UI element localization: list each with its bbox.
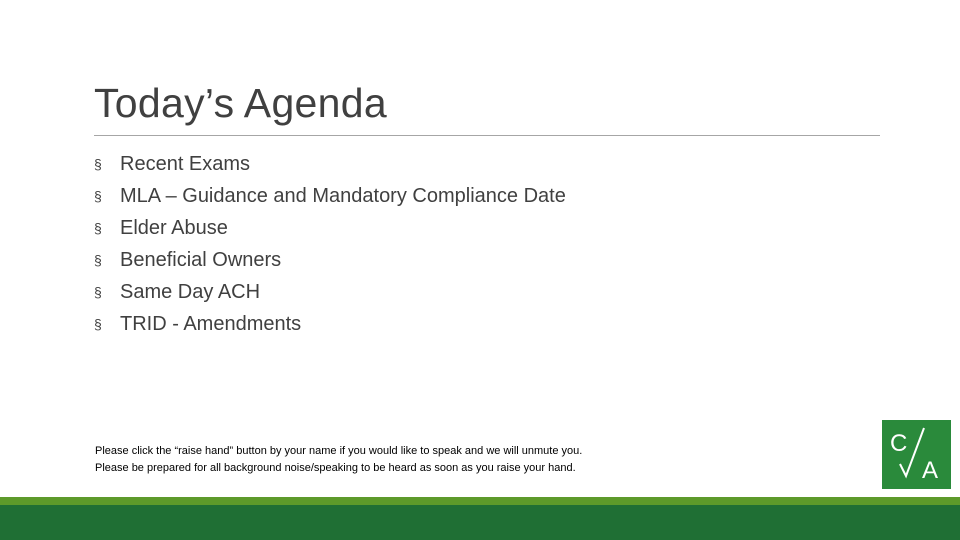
note-line: Please click the “raise hand” button by your name if you would like to speak and we will unmute you. bbox=[95, 445, 583, 457]
agenda-item bbox=[94, 308, 566, 340]
slide-title: Today’s Agenda bbox=[94, 80, 387, 126]
agenda-item-label: Elder Abuse bbox=[120, 216, 228, 239]
raise-hand-note bbox=[95, 443, 582, 477]
footer-band-accent bbox=[0, 497, 960, 505]
agenda-item-label: TRID - Amendments bbox=[120, 312, 302, 335]
logo-letter-top: C bbox=[890, 430, 908, 457]
logo-mark-icon bbox=[882, 420, 951, 489]
agenda-item-label: Same Day ACH bbox=[120, 280, 261, 303]
agenda-item-label: MLA – Guidance and Mandatory Compliance Date bbox=[120, 184, 566, 207]
company-logo bbox=[882, 420, 951, 489]
agenda-item bbox=[94, 244, 566, 276]
note-line: Please be prepared for all background noise/speaking to be heard as soon as you raise your hand. bbox=[95, 462, 576, 474]
bullet-icon: § bbox=[94, 316, 102, 332]
agenda-item-label: Beneficial Owners bbox=[120, 248, 282, 271]
agenda-item bbox=[94, 276, 566, 308]
agenda-item bbox=[94, 148, 566, 180]
bullet-icon: § bbox=[94, 284, 102, 300]
title-divider bbox=[94, 135, 880, 136]
footer-band bbox=[0, 505, 960, 540]
logo-letter-bottom: A bbox=[922, 457, 939, 484]
agenda-list bbox=[94, 148, 566, 340]
bullet-icon: § bbox=[94, 156, 102, 172]
bullet-icon: § bbox=[94, 252, 102, 268]
agenda-item bbox=[94, 180, 566, 212]
agenda-item-label: Recent Exams bbox=[120, 152, 251, 175]
bullet-icon: § bbox=[94, 188, 102, 204]
bullet-icon: § bbox=[94, 220, 102, 236]
agenda-item bbox=[94, 212, 566, 244]
